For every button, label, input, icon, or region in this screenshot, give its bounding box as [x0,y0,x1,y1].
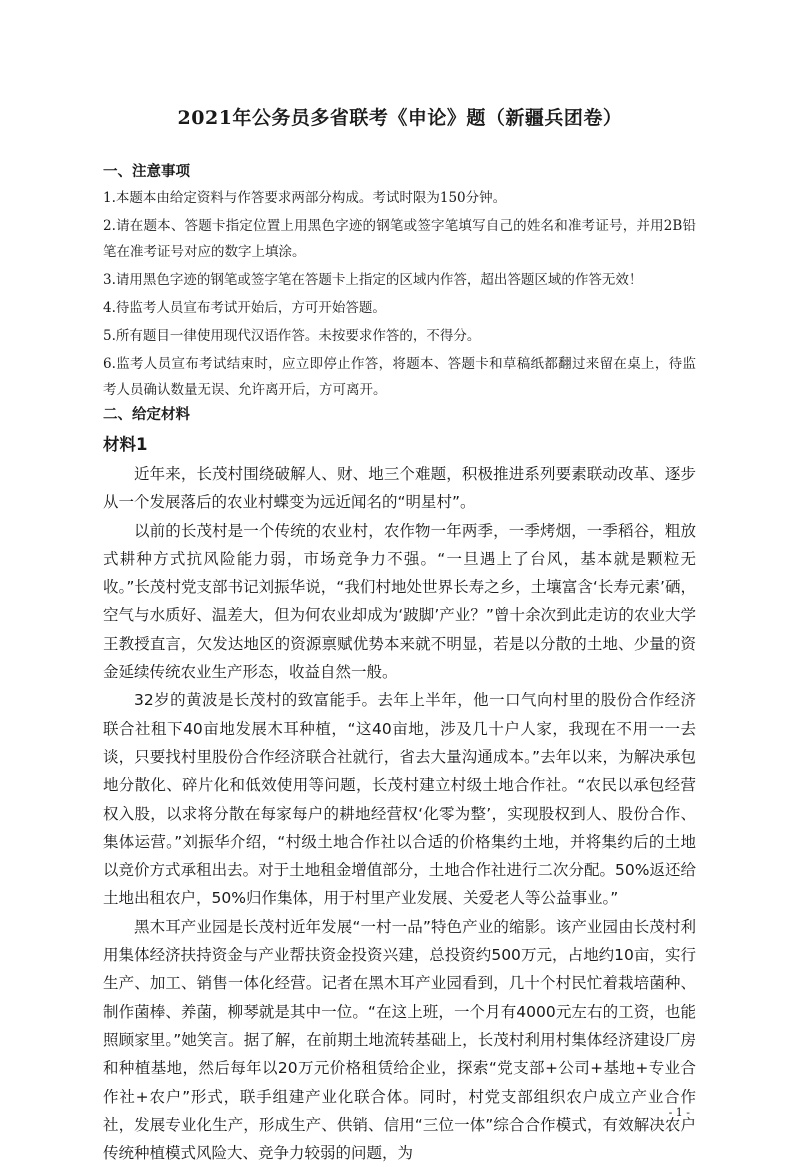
notice-item: 2.请在题本、答题卡指定位置上用黑色字迹的钢笔或签字笔填写自己的姓名和准考证号，并用2B铅笔在准考证号对应的数字上填涂。 [103,218,696,260]
body-paragraph: 以前的长茂村是一个传统的农业村，农作物一年两季，一季烤烟，一季稻谷，粗放式耕种方式抗风险能力弱，市场竞争力不强。“一旦遇上了台风，基本就是颗粒无收。”长茂村党支部书记刘振华说，“我们村地处世界长寿之乡，土壤富含‘长寿元素’硒，空气与水质好、温差大，但为何农业却成为‘跛脚’产业？”曾十余次到此走访的农业大学王教授直言，欠发达地区的资源禀赋优势本来就不明显，若是以分散的土地、少量的资金延续传统农业生产形态，收益自然一般。 [103,521,696,682]
page-number: - 1 - [668,1106,690,1119]
notice-item: 6.监考人员宣布考试结束时，应立即停止作答，将题本、答题卡和草稿纸都翻过来留在桌上，待监考人员确认数量无误、允许离开后，方可离开。 [103,356,696,398]
notice-item: 1.本题本由给定资料与作答要求两部分构成。考试时限为150分钟。 [103,190,507,206]
page-title: 2021年公务员多省联考《申论》题（新疆兵团卷） [177,107,623,129]
material-title: 材料1 [103,435,148,454]
notice-item: 5.所有题目一律使用现代汉语作答。未按要求作答的，不得分。 [103,328,481,344]
section-heading-materials: 二、给定材料 [103,407,190,423]
section-heading-notes: 一、注意事项 [103,164,190,180]
notice-item: 4.待监考人员宣布考试开始后，方可开始答题。 [103,300,386,316]
body-paragraph: 32岁的黄波是长茂村的致富能手。去年上半年，他一口气向村里的股份合作经济联合社租下40亩地发展木耳种植，“这40亩地，涉及几十户人家，我现在不用一一去谈，只要找村里股份合作经济联合社就行，省去大量沟通成本。”去年以来，为解决承包地分散化、碎片化和低效使用等问题，长茂村建立村级土地合作社。“农民以承包经营权入股，以求将分散在每家每户的耕地经营权‘化零为整’，实现股权到人、股份合作、集体运营。”刘振华介绍，“村级土地合作社以合适的价格集约土地，并将集约后的土地以竞价方式承租出去。对于土地租金增值部分，土地合作社进行二次分配。50%返还给土地出租农户，50%归作集体，用于村里产业发展、关爱老人等公益事业。” [103,691,696,908]
notice-item: 3.请用黑色字迹的钢笔或签字笔在答题卡上指定的区域内作答，超出答题区域的作答无效！ [103,272,643,288]
body-paragraph: 近年来，长茂村围绕破解人、财、地三个难题，积极推进系列要素联动改革、逐步从一个发展落后的农业村蝶变为远近闻名的“明星村”。 [103,465,696,512]
document-body [103,160,696,1167]
body-paragraph: 黑木耳产业园是长茂村近年发展“一村一品”特色产业的缩影。该产业园由长茂村利用集体经济扶持资金与产业帮扶资金投资兴建，总投资约500万元，占地约10亩，实行生产、加工、销售一体化经营。记者在黑木耳产业园看到，几十个村民忙着栽培菌种、制作菌棒、养菌，柳琴就是其中一位。“在这上班，一个月有4000元左右的工资，也能照顾家里。”她笑言。据了解，在前期土地流转基础上，长茂村利用村集体经济建设厂房和种植基地，然后每年以20万元价格租赁给企业，探索“党支部+公司+基地+专业合作社+农户”形式，联手组建产业化联合体。同时，村党支部组织农户成立产业合作社，发展专业化生产，形成生产、供销、信用“三位一体”综合合作模式，有效解决农户传统种植模式风险大、竞争力较弱的问题，为 [103,917,696,1163]
